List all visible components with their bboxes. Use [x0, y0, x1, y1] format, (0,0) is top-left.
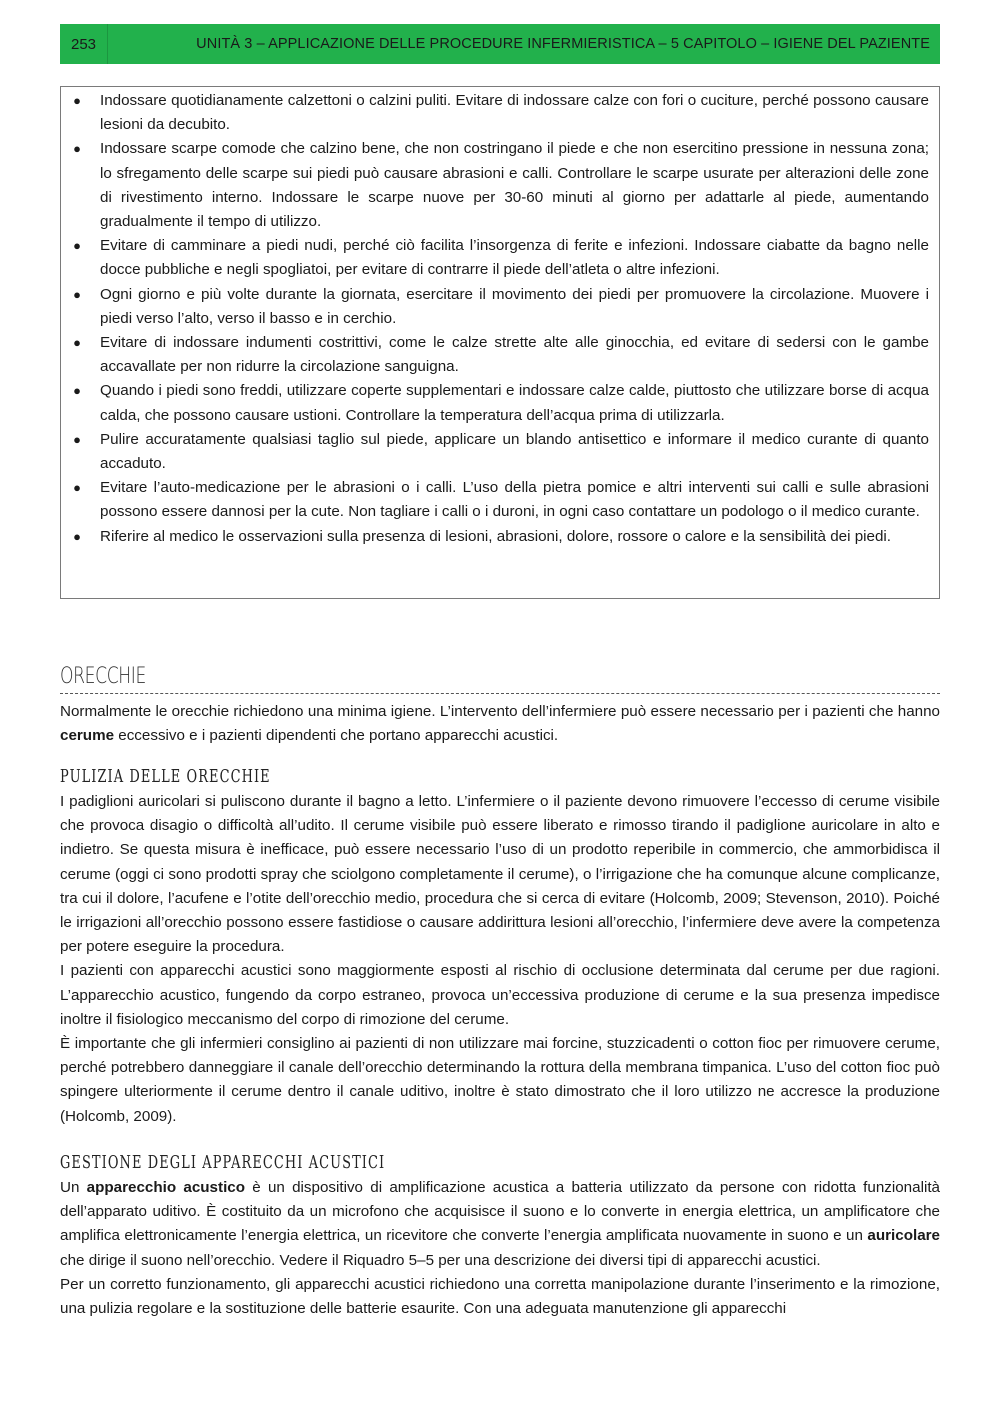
paragraph: I padiglioni auricolari si puliscono durante il bagno a letto. L’infermiere o il paziente devono rimuovere l’eccesso di cerume visibile che provoca disagio o difficoltà all’udito. Il cerume visibile può essere liberato e rimosso tirando il padiglione auricolare in alto e indietro. Se questa misura è inefficace, può essere necessario l’uso di un prodotto reperibile in commercio, che ammorbidisca il cerume (oggi ci sono prodotti spray che sciolgono completamente il cerume), o l’irrigazione che ha comunque alcune complicanze, tra cui il dolore, l’acufene e l’otite dell’orecchio medio, procedura che si cerca di evitare (Holcomb, 2009; Stevenson, 2010). Poiché le irrigazioni all’orecchio possono essere fastidiose o causare addirittura lesioni all’orecchio, l’infermiere deve avere la competenza per potere eseguire la procedura.	[60, 793, 940, 956]
bullet-dot-icon: ●	[73, 431, 81, 447]
ear-cleaning-section	[60, 764, 940, 1129]
intro-text-start: Normalmente le orecchie richiedono una minima igiene. L’intervento dell’infermiere può essere necessario per i pazienti che hanno	[60, 703, 940, 720]
subheading-ear-cleaning	[60, 764, 940, 790]
list-item-text: Indossare quotidianamente calzettoni o calzini puliti. Evitare di indossare calze con fori o cuciture, perché possono causare lesioni da decubito.	[100, 92, 929, 134]
keyword-cerume: cerume	[60, 727, 115, 745]
running-head-title: UNITÀ 3 – APPLICAZIONE DELLE PROCEDURE INFERMIERISTICA – 5 CAPITOLO – IGIENE DEL PAZIENTE	[196, 36, 930, 52]
list-item	[61, 89, 929, 137]
bullet-dot-icon: ●	[73, 286, 81, 302]
text-run: è un dispositivo di amplificazione acustica a batteria utilizzato da persone con ridotta funzionalità dell’apparato uditivo. È costituito da un microfono che acquisisce il suono e lo converte in energia elettrica, un amplificatore che amplifica elettronicamente l’energia elettrica, un ricevitore che converte l’energia amplificata nuovamente in suono e un	[60, 1179, 940, 1245]
text-run: che dirige il suono nell’orecchio. Vedere il Riquadro 5–5 per una descrizione dei diversi tipi di apparecchi acustici.	[60, 1251, 821, 1269]
paragraph	[60, 1176, 940, 1273]
list-item	[61, 428, 929, 476]
keyword-hearing-aid: apparecchio acustico	[86, 1179, 246, 1196]
list-item-text: Evitare l’auto-medicazione per le abrasioni o i calli. L’uso della pietra pomice e altri interventi sui calli e sulle abrasioni possono essere dannosi per la cute. Non tagliare i calli o i duroni, in ogni caso contattare un podologo o il medico curante.	[100, 479, 929, 521]
list-item-text: Indossare scarpe comode che calzino bene, che non costringano il piede e che non esercitino pressione in nessuna zona; lo sfregamento delle scarpe sui piedi può causare abrasioni e calli. Controllare le scarpe usurate per alterazioni delle zone di rivestimento interno. Indossare le scarpe nuove per 30-60 minuti al giorno per adattarle al piede, aumentando gradualmente il tempo di utilizzo.	[100, 140, 929, 231]
list-item	[61, 379, 929, 427]
bullet-dot-icon: ●	[73, 383, 81, 399]
bullet-dot-icon: ●	[73, 93, 81, 108]
subheading-hearing-aids	[60, 1150, 940, 1176]
list-item-text: Quando i piedi sono freddi, utilizzare coperte supplementari e indossare calze calde, piuttosto che utilizzare borse di acqua calda, che possono causare ustioni. Controllare la temperatura dell’acqua prima di utilizzarla.	[100, 382, 929, 424]
list-item	[61, 476, 929, 524]
keyword-earpiece: auricolare	[867, 1227, 940, 1245]
ears-intro-paragraph	[60, 700, 940, 748]
subheading-text: GESTIONE DEGLI APPARECCHI ACUSTICI	[60, 1152, 386, 1173]
list-item	[61, 137, 929, 234]
section-title-text: ORECCHIE	[60, 664, 146, 689]
list-item-text: Riferire al medico le osservazioni sulla presenza di lesioni, abrasioni, dolore, rossore o calore e la sensibilità dei piedi.	[100, 527, 891, 545]
paragraph: Per un corretto funzionamento, gli apparecchi acustici richiedono una corretta manipolazione durante l’inserimento e la rimozione, una pulizia regolare e la sostituzione delle batterie esaurite. Con una adeguata manutenzione gli apparecchi	[60, 1275, 940, 1318]
bullet-dot-icon: ●	[73, 238, 81, 254]
subheading-text: PULIZIA DELLE ORECCHIE	[60, 766, 271, 787]
running-header	[60, 24, 940, 64]
list-item-text: Pulire accuratamente qualsiasi taglio sul piede, applicare un blando antisettico e informare il medico curante di quanto accaduto.	[100, 430, 929, 473]
ears-intro	[60, 700, 940, 748]
list-item-text: Evitare di camminare a piedi nudi, perché ciò facilita l’insorgenza di ferite e infezioni. Indossare ciabatte da bagno nelle docce pubbliche e negli spogliatoi, per evitare di contrarre il piede dell’atleta o altre infezioni.	[100, 237, 929, 279]
paragraph: È importante che gli infermieri consiglino ai pazienti di non utilizzare mai forcine, stuzzicadenti o cotton fioc per rimuovere cerume, perché potrebbero danneggiare il canale dell’orecchio determinando la rottura della membrana timpanica. L’uso del cotton fioc può spingere ulteriormente il cerume dentro il canale uditivo, inoltre è stato dimostrato che il loro utilizzo ne accresce la produzione (Holcomb, 2009).	[60, 1035, 940, 1125]
bullet-dot-icon: ●	[73, 335, 81, 351]
intro-text-end: eccessivo e i pazienti dipendenti che portano apparecchi acustici.	[114, 727, 559, 745]
bullet-dot-icon: ●	[73, 141, 81, 157]
bullet-dot-icon: ●	[73, 528, 81, 544]
list-item	[61, 525, 929, 549]
list-item	[61, 234, 929, 282]
section-title-ears	[60, 660, 940, 694]
paragraph: I pazienti con apparecchi acustici sono maggiormente esposti al rischio di occlusione determinata dal cerume per due ragioni. L’apparecchio acustico, fungendo da corpo estraneo, provoca un’eccessiva produzione di cerume e la sua presenza impedisce inoltre il fisiologico meccanismo del corpo di rimozione del cerume.	[60, 962, 940, 1028]
bullet-dot-icon: ●	[73, 480, 81, 496]
foot-care-box	[60, 86, 940, 599]
hearing-aids-section	[60, 1150, 940, 1321]
foot-care-list	[61, 89, 929, 549]
list-item-text: Ogni giorno e più volte durante la giornata, esercitare il movimento dei piedi per promuovere la circolazione. Muovere i piedi verso l’alto, verso il basso e in cerchio.	[100, 285, 929, 327]
text-run: Un	[60, 1179, 87, 1196]
list-item-text: Evitare di indossare indumenti costrittivi, come le calze strette alte alle ginocchia, ed evitare di sedersi con le gambe accavallate per non ridurre la circolazione sanguigna.	[100, 334, 929, 376]
list-item	[61, 283, 929, 331]
list-item	[61, 331, 929, 379]
page-number: 253	[60, 24, 108, 64]
